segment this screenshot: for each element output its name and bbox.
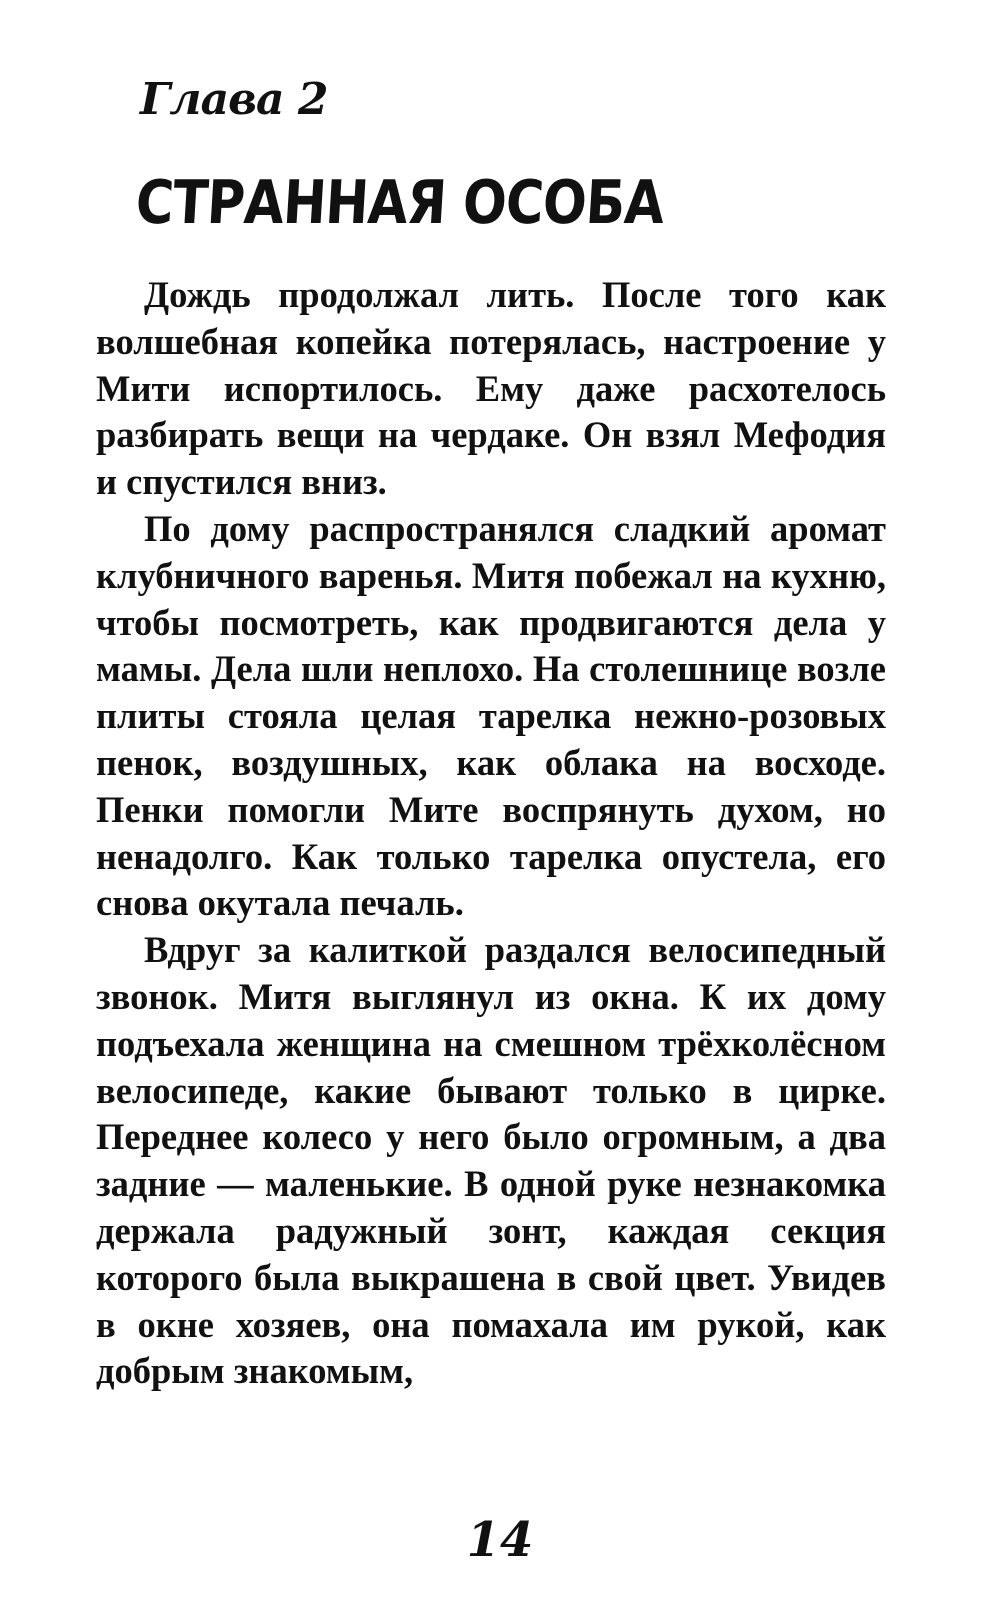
chapter-body: [96, 272, 886, 1395]
paragraph: Вдруг за калиткой раздался велосипедный звонок. Митя выглянул из окна. К их дому подъехала женщина на смешном трёхколёсном велосипеде, какие бывают только в цирке. Переднее колесо у него было огромным, а два задние — маленькие. В одной руке незнакомка держала радужный зонт, каждая секция которого была выкрашена в свой цвет. Увидев в окне хозяев, она помахала им рукой, как добрым знакомым,: [96, 929, 886, 1392]
paragraph: По дому распространялся сладкий аромат клубничного варенья. Митя побежал на кухню, чтобы посмотреть, как продвигаются дела у мамы. Дела шли неплохо. На столешнице возле плиты стояла целая тарелка нежно-розовых пенок, воздушных, как облака на восходе. Пенки помогли Мите воспрянуть духом, но ненадолго. Как только тарелка опустела, его снова окутала печаль.: [96, 507, 886, 924]
chapter-label: Глава 2: [140, 74, 328, 125]
chapter-title: СТРАННАЯ ОСОБА: [133, 168, 666, 238]
paragraph: Дождь продолжал лить. После того как волшебная копейка потерялась, настроение у Мити испортилось. Ему даже расхотелось разбирать вещи на чердаке. Он взял Мефодия и спустился вниз.: [96, 274, 886, 503]
page-number: 14: [466, 1512, 534, 1568]
